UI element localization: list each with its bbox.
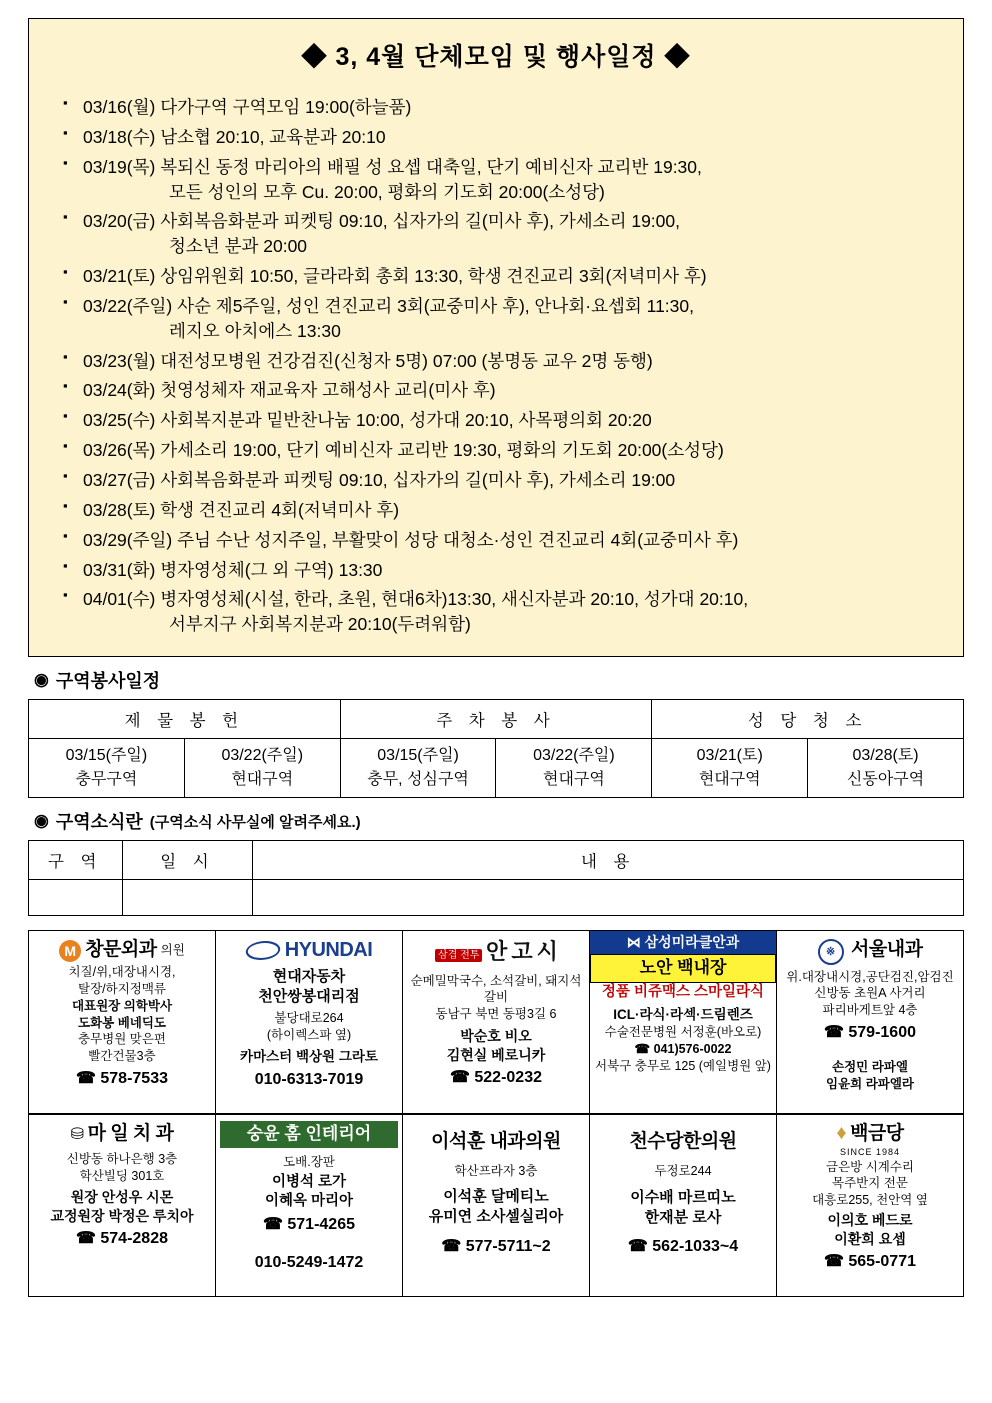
- bullet-icon: ◉: [34, 670, 49, 690]
- ad-ahngoshi-restaurant: [403, 931, 590, 1114]
- table-cell: [496, 739, 652, 798]
- ad-hyundai-motors: [216, 931, 403, 1114]
- service-zone: 신동아구역: [846, 771, 925, 789]
- ad-line: 치질/위,대장내시경,: [68, 965, 176, 980]
- ad-logo-sub: SINCE 1984: [839, 1147, 901, 1158]
- schedule-item-cont: 서부지구 사회복지분과 20:10(두려워함): [169, 614, 471, 635]
- schedule-item-main: 03/25(수) 사회복지분과 밑반찬나눔 10:00, 성가대 20:10, 사목평의회 20:20: [83, 410, 652, 431]
- ad-line: 대흥로255, 천안역 옆: [812, 1193, 928, 1208]
- ad-line: 학산빌딩 301호: [79, 1169, 165, 1184]
- ad-brand: 안 고 시: [485, 939, 557, 965]
- schedule-item: [63, 125, 953, 150]
- table-cell[interactable]: [122, 880, 253, 916]
- service-table: [28, 699, 964, 798]
- schedule-item: [63, 438, 953, 463]
- schedule-item-main: 03/22(주일) 사순 제5주일, 성인 견진교리 3회(교중미사 후), 안나회·요셉회 11:30,: [83, 295, 694, 316]
- ad-line: 충무병원 맞은편: [78, 1032, 166, 1047]
- shield-seal-icon: ※: [818, 939, 844, 965]
- tooth-icon: ⛁: [70, 1126, 85, 1144]
- news-table: [28, 840, 964, 916]
- ad-samsung-miracle-eye-clinic: [590, 931, 777, 1114]
- ad-brand: 숭윤 홈 인테리어: [220, 1121, 398, 1148]
- table-header-row: [29, 700, 964, 739]
- schedule-item-main: 03/31(화) 병자영성체(그 외 구역) 13:30: [83, 559, 383, 580]
- ad-banner-yellow: 노안 백내장: [590, 954, 776, 983]
- column-header: 주 차 봉 사: [340, 700, 652, 739]
- ad-line: 금은방 시계수리: [826, 1159, 914, 1174]
- restaurant-logo: [435, 937, 557, 966]
- advertisement-grid-row2: [28, 1114, 964, 1297]
- ad-line: 이의호 베드로: [827, 1211, 913, 1228]
- ad-brand: 창문외과: [85, 939, 157, 961]
- schedule-item: [63, 155, 953, 205]
- ad-line: 이혜옥 마리아: [264, 1192, 354, 1209]
- bullet-icon: ◉: [34, 811, 49, 831]
- ad-mail-dental: [29, 1115, 216, 1297]
- schedule-item-main: 03/19(목) 복되신 동정 마리아의 배필 성 요셉 대축일, 단기 예비신자 교리반 19:30,: [83, 156, 702, 177]
- ad-brand: 서울내과: [851, 939, 923, 961]
- service-date: 03/21(토): [696, 747, 763, 765]
- ad-line: 순메밀막국수, 소석갈비, 돼지석갈비: [410, 973, 582, 1005]
- ad-phone: ☎ 579-1600: [824, 1023, 916, 1041]
- ad-phone-secondary: 010-5249-1472: [254, 1253, 364, 1271]
- schedule-item-main: 03/27(금) 사회복음화분과 피켓팅 09:10, 십자가의 길(미사 후), 가세소리 19:00: [83, 469, 676, 490]
- service-date: 03/28(토): [852, 747, 919, 765]
- schedule-item-main: 03/23(월) 대전성모병원 건강검진(신청자 5명) 07:00 (봉명동 교우 2명 동행): [83, 350, 653, 371]
- service-heading: [34, 667, 964, 693]
- column-header: 일 시: [122, 841, 253, 880]
- table-row: [29, 739, 964, 798]
- ad-phone: ☎ 577-5711~2: [441, 1238, 551, 1256]
- ad-line: 대표원장 의학박사: [71, 998, 173, 1013]
- ad-lee-seokhun-clinic: [403, 1115, 590, 1297]
- ad-phone: ☎ 565-0771: [824, 1253, 916, 1271]
- column-header: 제 물 봉 헌: [29, 700, 341, 739]
- ad-baekgeumdang-jewelry: [777, 1115, 964, 1297]
- schedule-item: [63, 95, 953, 120]
- column-header: 내 용: [253, 841, 964, 880]
- ad-brand: 백금당: [850, 1123, 904, 1145]
- table-cell: [29, 739, 185, 798]
- schedule-item-main: 03/21(토) 상임위원회 10:50, 글라라회 총회 13:30, 학생 견진교리 3회(저녁미사 후): [83, 266, 707, 287]
- service-date: 03/15(주일): [377, 747, 459, 765]
- service-zone: 충무, 성심구역: [367, 771, 469, 789]
- ad-line: 유미연 소사셀실리아: [428, 1208, 564, 1226]
- ad-line: 임윤희 라파엘라: [826, 1077, 914, 1092]
- ad-line: 손정민 라파엘: [832, 1060, 908, 1075]
- clinic-logo: [59, 937, 185, 964]
- news-heading-label: 구역소식란: [55, 812, 143, 833]
- table-cell: [184, 739, 340, 798]
- ad-soongyun-home-interior: [216, 1115, 403, 1297]
- schedule-box: [28, 18, 964, 657]
- ad-banner-top: ⋈ 삼성미라클안과: [590, 931, 776, 954]
- ad-line: ☎ 041)576-0022: [634, 1041, 732, 1056]
- schedule-item: [63, 468, 953, 493]
- ad-brand: HYUNDAI: [284, 939, 373, 962]
- ad-phone: ☎ 574-2828: [76, 1230, 168, 1248]
- ad-line: 박순호 비오: [460, 1027, 532, 1044]
- ad-brand: 마 일 치 과: [87, 1123, 174, 1145]
- schedule-item-main: 03/16(월) 다가구역 구역모임 19:00(하늘품): [83, 97, 412, 117]
- ad-line: 현대자동차: [272, 967, 346, 985]
- ad-banner-red: 정품 비쥬맥스 스마일라식: [601, 983, 765, 1000]
- table-cell[interactable]: [29, 880, 123, 916]
- table-cell[interactable]: [253, 880, 964, 916]
- schedule-item: [63, 294, 953, 344]
- schedule-item: [63, 587, 953, 637]
- table-cell: [340, 739, 496, 798]
- schedule-item-main: 03/18(수) 남소협 20:10, 교육분과 20:10: [83, 126, 386, 147]
- service-heading-label: 구역봉사일정: [55, 671, 161, 692]
- ad-line: 김현실 베로니카: [446, 1046, 546, 1063]
- clinic-logo: [818, 937, 923, 965]
- ad-line: 동남구 북면 동평3길 6: [435, 1007, 557, 1021]
- schedule-item: [63, 209, 953, 259]
- ad-line: 이환희 요셉: [834, 1230, 906, 1247]
- schedule-item-main: 03/26(목) 가세소리 19:00, 단기 예비신자 교리반 19:30, 평화의 기도회 20:00(소성당): [83, 440, 724, 461]
- ad-phone: 010-6313-7019: [254, 1070, 364, 1088]
- ad-line: 이수배 마르띠노: [630, 1189, 736, 1207]
- service-zone: 현대구역: [231, 771, 294, 789]
- advertisement-grid-row1: [28, 930, 964, 1114]
- ad-line: 한재분 로사: [644, 1209, 722, 1227]
- ad-line: 도배.장판: [283, 1154, 335, 1169]
- ad-phone: ☎ 522-0232: [450, 1069, 542, 1087]
- schedule-item-main: 04/01(수) 병자영성체(시설, 한라, 초원, 현대6차)13:30, 새신자분과 20:10, 성가대 20:10,: [83, 589, 749, 610]
- table-cell: [652, 739, 808, 798]
- ad-line: 불당대로264: [274, 1011, 344, 1026]
- schedule-item-main: 03/28(토) 학생 견진교리 4회(저녁미사 후): [83, 499, 400, 520]
- ad-brand-small: 의원: [160, 943, 185, 958]
- schedule-item-main: 03/24(화) 첫영성체자 재교육자 고해성사 교리(미사 후): [83, 380, 496, 401]
- ad-line: 신방동 하나은행 3층: [66, 1152, 178, 1167]
- schedule-list: [39, 95, 953, 637]
- ad-tag: 삼겹 전투: [435, 949, 482, 962]
- schedule-item-cont: 청소년 분과 20:00: [169, 236, 308, 257]
- column-header: 성 당 청 소: [652, 700, 964, 739]
- jewelry-logo: [836, 1121, 903, 1146]
- ad-line: (하이렉스파 옆): [266, 1027, 352, 1042]
- dental-logo: [71, 1121, 174, 1146]
- schedule-item: [63, 558, 953, 583]
- schedule-item-cont: 레지오 아치에스 13:30: [169, 320, 341, 341]
- column-header: 구 역: [29, 841, 123, 880]
- news-heading-note: (구역소식 사무실에 알려주세요.): [149, 813, 361, 831]
- service-date: 03/15(주일): [65, 747, 148, 765]
- news-heading: [34, 808, 964, 834]
- hyundai-ellipse-icon: [243, 941, 282, 960]
- ad-line: 신방동 초원A 사거리: [814, 986, 926, 1001]
- ad-line: 수술전문병원 서정훈(바오로): [604, 1025, 762, 1040]
- ad-line: ICL·라식·라섹·드림렌즈: [613, 1006, 753, 1022]
- ad-line: 교정원장 박정은 루치아: [50, 1207, 194, 1224]
- schedule-item: [63, 378, 953, 403]
- service-date: 03/22(주일): [533, 747, 615, 765]
- service-zone: 충무구역: [75, 771, 138, 789]
- service-zone: 현대구역: [542, 771, 605, 789]
- ad-line: 두정로244: [654, 1164, 712, 1179]
- hyundai-logo-icon: [246, 937, 373, 964]
- schedule-item-main: 03/29(주일) 주님 수난 성지주일, 부활맞이 성당 대청소·성인 견진교리 4회(교중미사 후): [83, 529, 739, 550]
- ad-line: 학산프라자 3층: [454, 1164, 538, 1179]
- table-cell: [808, 739, 964, 798]
- ad-brand: 천수당한의원: [629, 1131, 737, 1153]
- ad-seoul-internal-medicine: [777, 931, 964, 1114]
- ad-line: 카마스터 백상원 그라토: [240, 1048, 378, 1064]
- ad-line: 목주반지 전문: [832, 1176, 908, 1191]
- schedule-item: [63, 264, 953, 289]
- schedule-item: [63, 349, 953, 374]
- ad-line: 이병석 로가: [271, 1173, 347, 1190]
- diamond-icon: ♦: [836, 1122, 847, 1145]
- ad-changmun-surgery: [29, 931, 216, 1114]
- ad-line: 천안쌍봉대리점: [258, 987, 360, 1005]
- schedule-item: [63, 408, 953, 433]
- service-date: 03/22(주일): [221, 747, 304, 765]
- ad-line: 탈장/하지정맥류: [78, 982, 166, 997]
- schedule-item: [63, 498, 953, 523]
- schedule-item: [63, 528, 953, 553]
- ad-line: 빨간건물3층: [88, 1049, 156, 1064]
- schedule-item-cont: 모든 성인의 모후 Cu. 20:00, 평화의 기도회 20:00(소성당): [169, 181, 605, 202]
- m-circle-icon: M: [59, 940, 81, 962]
- table-header-row: [29, 841, 964, 880]
- ad-line: 파리바게트앞 4층: [822, 1003, 918, 1018]
- ad-line: 서북구 충무로 125 (예일병원 앞): [595, 1058, 771, 1073]
- ad-cheonsudang-oriental-clinic: [590, 1115, 777, 1297]
- ad-phone: ☎ 562-1033~4: [627, 1238, 739, 1256]
- ad-phone: ☎ 571-4265: [263, 1216, 355, 1234]
- ad-line: 도화봉 베네딕도: [78, 1015, 166, 1030]
- ad-phone: ☎ 578-7533: [76, 1069, 168, 1087]
- ad-line: 원장 안성우 시몬: [70, 1188, 174, 1205]
- ad-line: 이석훈 달메티노: [443, 1188, 549, 1206]
- service-zone: 현대구역: [698, 771, 761, 789]
- table-row: [29, 880, 964, 916]
- ad-brand: 이석훈 내과의원: [431, 1131, 561, 1153]
- schedule-title: ◆ 3, 4월 단체모임 및 행사일정 ◆: [301, 43, 691, 71]
- schedule-item-main: 03/20(금) 사회복음화분과 피켓팅 09:10, 십자가의 길(미사 후), 가세소리 19:00,: [83, 211, 680, 232]
- ad-line: 위.대장내시경,공단검진,암검진: [786, 969, 954, 984]
